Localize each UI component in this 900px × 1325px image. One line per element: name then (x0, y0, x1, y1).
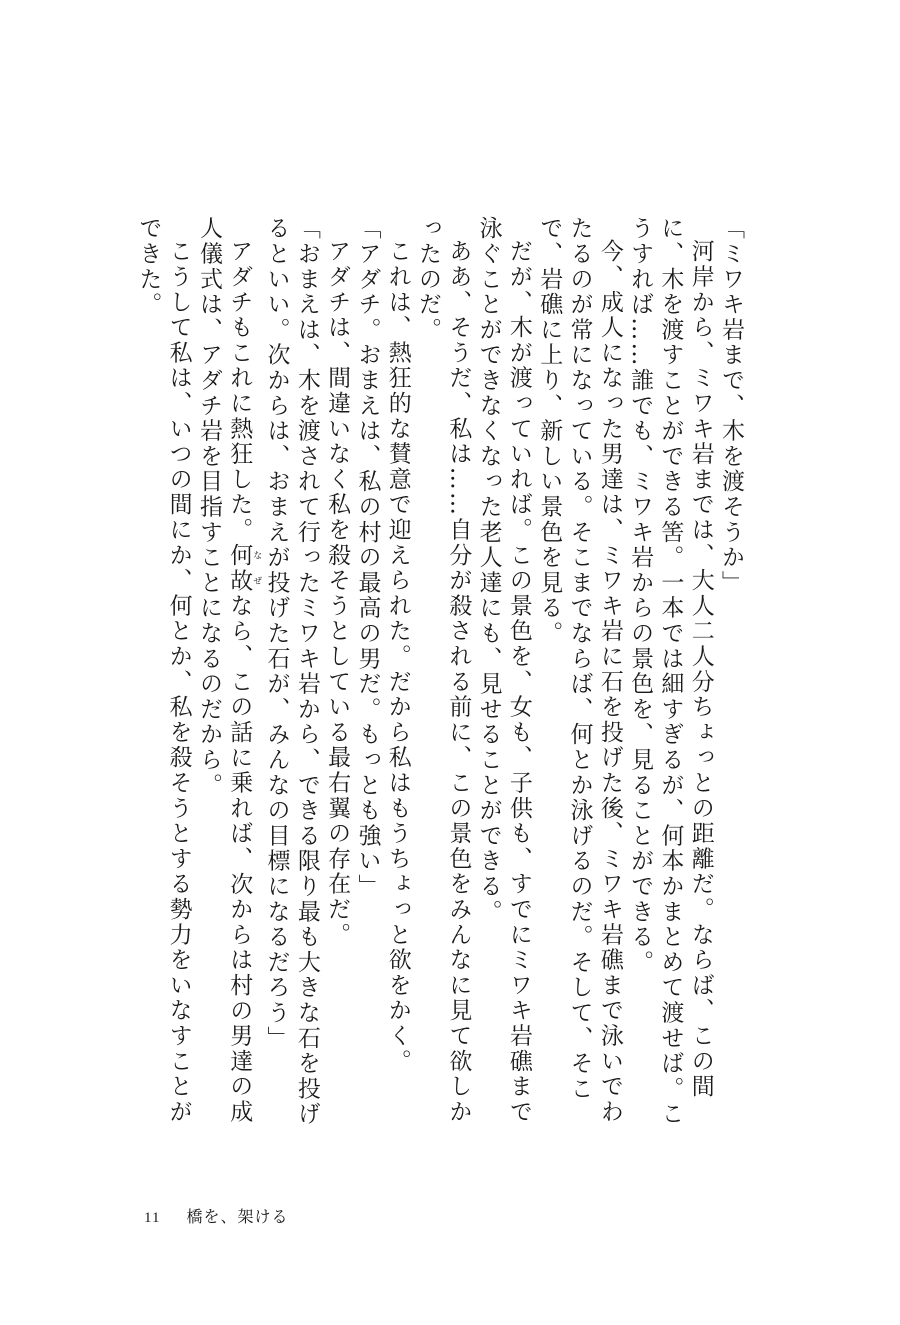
paragraph: アダチは、間違いなく私を殺そうとしている最右翼の存在だ。 (324, 239, 351, 948)
paragraph-text: なら、この話に乗れば、次からは村の男達の成人儀式は、アダチ岩を目指すことになるのだから。 (195, 216, 253, 1125)
paragraph: こうして私は、いつの間にか、何とか、私を殺そうとする勢力をいなすことができた。 (135, 216, 192, 1125)
paragraph: 「アダチ。おまえは、私の村の最高の男だ。もっとも強い」 (354, 216, 381, 900)
paragraph: これは、熱狂的な賛意で迎えられた。だから私はもうちょっと欲をかく。 (384, 239, 411, 1074)
vertical-body-text (135, 216, 746, 1138)
paragraph: ああ、そうだ、私は……自分が殺される前に、この景色をみんなに見て欲しかったのだ。 (415, 216, 472, 1125)
page-number: 11 (144, 1210, 161, 1226)
paragraph: 河岸から、ミワキ岩までは、大人二人分ちょっとの距離だ。ならば、この間に、木を渡すことができる筈。一本では細すぎるが、何本かまとめて渡せば。こうすれば……誰でも、ミワキ岩からの景色を、見ることができる。 (627, 216, 714, 1127)
paragraph: 「おまえは、木を渡されて行ったミワキ岩から、できる限り最も大きな石を投げるといい。次からは、おまえが投げた石が、みんなの目標になるだろう」 (263, 216, 320, 1127)
paragraph (194, 216, 262, 1138)
page-footer (144, 1204, 289, 1227)
paragraph: 今、成人になった男達は、ミワキ岩に石を投げた後、ミワキ岩礁まで泳いでわたるのが常になっている。そこまでならば、何とか泳げるのだ。そして、そこで、岩礁に上り、新しい景色を見る。 (536, 216, 623, 1125)
paragraph: だが、木が渡っていれば。この景色を、女も、子供も、すでにミワキ岩礁まで泳ぐことができなくなった老人達にも、見せることができる。 (475, 216, 532, 1125)
paragraph-text: アダチもこれに熱狂した。 (226, 239, 253, 543)
paragraph: 「ミワキ岩まで、木を渡そうか」 (718, 216, 744, 596)
ruby-base: 何故 (226, 542, 253, 594)
ruby-annotation (226, 542, 262, 594)
ruby-reading: なぜ (251, 542, 262, 594)
running-title: 橋を、架ける (186, 1207, 289, 1226)
